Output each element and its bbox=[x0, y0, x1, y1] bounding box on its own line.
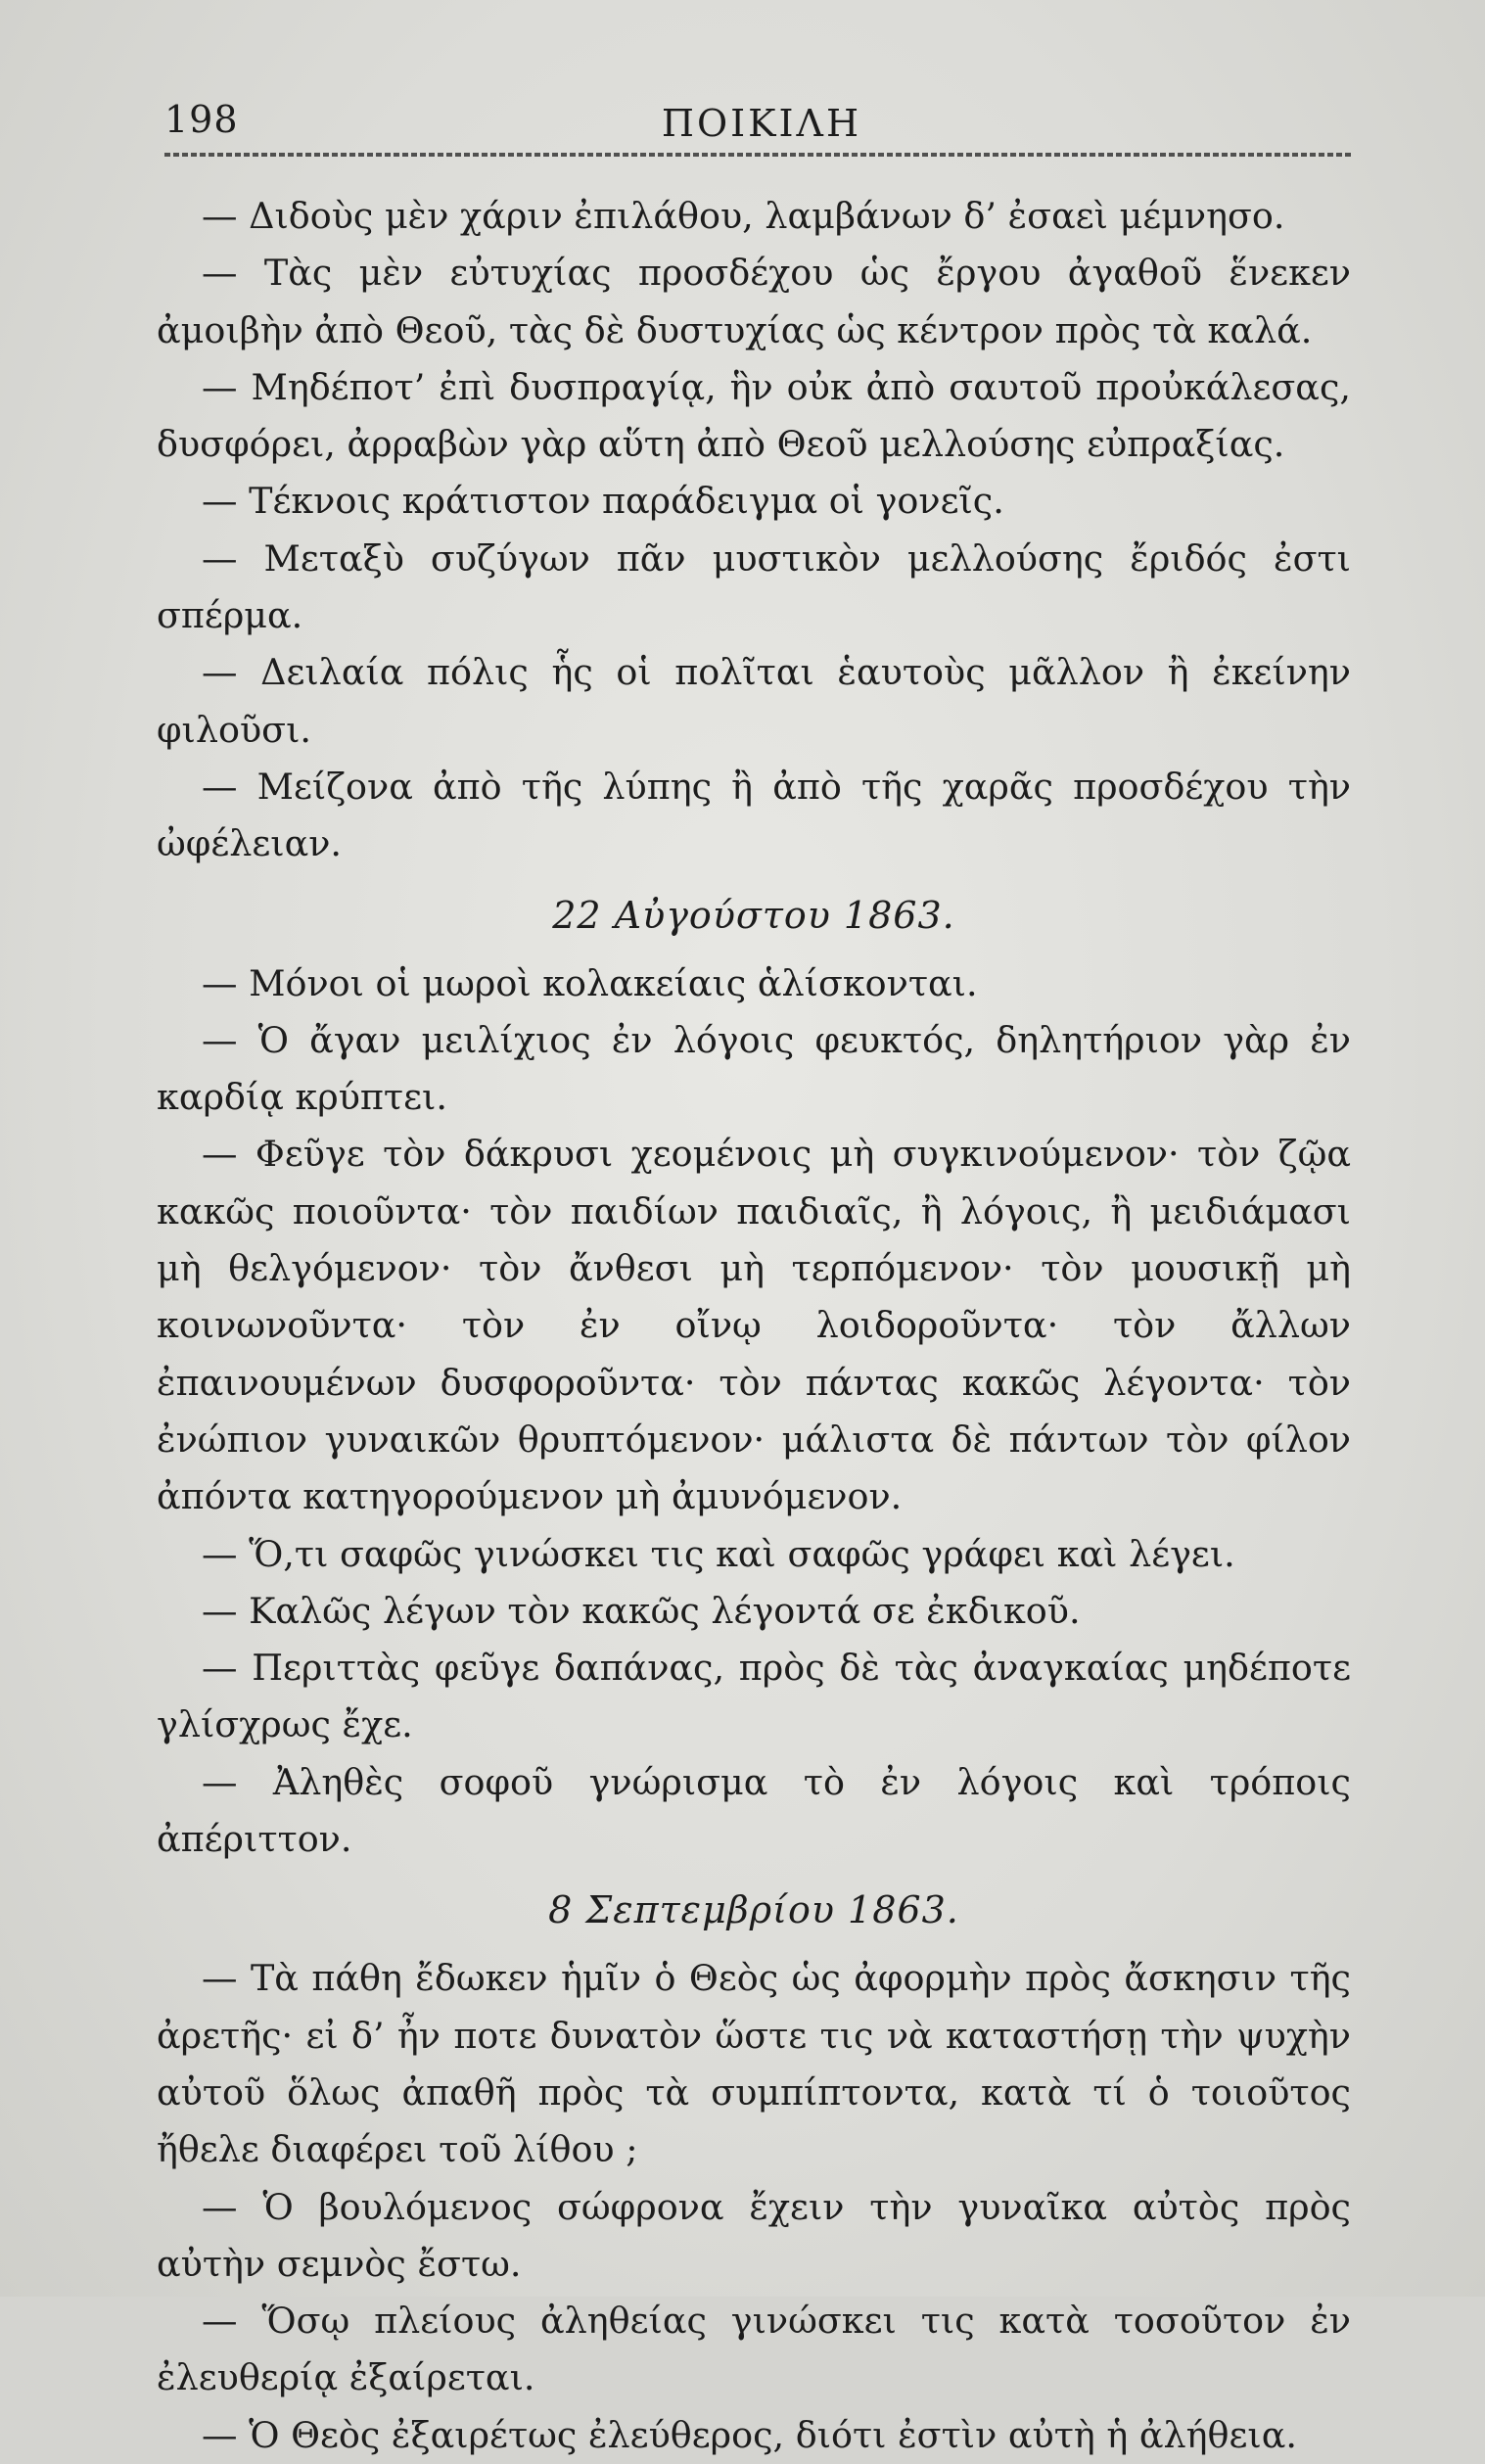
maxim-paragraph: — Διδοὺς μὲν χάριν ἐπιλάθου, λαμβάνων δ’ ἐσαεὶ μέμνησο. bbox=[202, 195, 1285, 237]
page-header bbox=[164, 96, 1359, 151]
maxim-paragraph: — Ὅ,τι σαφῶς γινώσκει τις καὶ σαφῶς γράφει καὶ λέγει. bbox=[202, 1532, 1235, 1575]
maxim-paragraph: — Τὰ πάθη ἔδωκεν ἡμῖν ὁ Θεὸς ὡς ἀφορμὴν πρὸς ἄσκησιν τῆς ἀρετῆς· εἰ δ’ ἦν ποτε δυνατὸν ὥστε τις νὰ καταστήσῃ τὴν ψυχὴν αὐτοῦ ὅλως ἀπαθῆ πρὸς τὰ συμπίπτοντα, κατὰ τί ὁ τοιοῦτος ἤθελε διαφέρει τοῦ λίθου ; bbox=[157, 1957, 1351, 2171]
maxim-paragraph: — Ὁ ἄγαν μειλίχιος ἐν λόγοις φευκτός, δηλητήριον γὰρ ἐν καρδίᾳ κρύπτει. bbox=[157, 1018, 1351, 1119]
maxim-paragraph: — Ὁ βουλόμενος σώφρονα ἔχειν τὴν γυναῖκα αὐτὸς πρὸς αὐτὴν σεμνὸς ἔστω. bbox=[157, 2185, 1351, 2285]
page-number: 198 bbox=[164, 98, 239, 141]
maxim-paragraph: — Μηδέποτ’ ἐπὶ δυσπραγίᾳ, ἣν οὐκ ἀπὸ σαυτοῦ προὐκάλεσας, δυσφόρει, ἀρραβὼν γὰρ αὕτη ἀπὸ Θεοῦ μελλούσης εὐπραξίας. bbox=[157, 365, 1351, 466]
maxim-paragraph: — Φεῦγε τὸν δάκρυσι χεομένοις μὴ συγκινούμενον· τὸν ζῷα κακῶς ποιοῦντα· τὸν παιδίων παιδιαῖς, ἢ λόγοις, ἢ μειδιάμασι μὴ θελγόμενον· τὸν ἄνθεσι μὴ τερπόμενον· τὸν μουσικῇ μὴ κοινωνοῦντα· τὸν ἐν οἴνῳ λοιδοροῦντα· τὸν ἄλλων ἐπαινουμένων δυσφοροῦντα· τὸν πάντας κακῶς λέγοντα· τὸν ἐνώπιον γυναικῶν θρυπτόμενον· μάλιστα δὲ πάντων τὸν φίλον ἀπόντα κατηγορούμενον μὴ ἀμυνόμενον. bbox=[157, 1133, 1351, 1518]
maxim-paragraph: — Δειλαία πόλις ἧς οἱ πολῖται ἑαυτοὺς μᾶλλον ἢ ἐκείνην φιλοῦσι. bbox=[157, 651, 1351, 751]
maxim-paragraph: — Ὁ Θεὸς ἐξαιρέτως ἐλεύθερος, διότι ἐστὶν αὐτὴ ἡ ἀλήθεια. bbox=[202, 2413, 1297, 2456]
maxim-paragraph: — Μόνοι οἱ μωροὶ κολακείαις ἁλίσκονται. bbox=[202, 961, 978, 1004]
maxim-paragraph: — Περιττὰς φεῦγε δαπάνας, πρὸς δὲ τὰς ἀναγκαίας μηδέποτε γλίσχρως ἔχε. bbox=[157, 1647, 1351, 1746]
maxim-paragraph: — Καλῶς λέγων τὸν κακῶς λέγοντά σε ἐκδικοῦ. bbox=[202, 1589, 1081, 1632]
maxim-paragraph: — Τὰς μὲν εὐτυχίας προσδέχου ὡς ἔργου ἀγαθοῦ ἕνεκεν ἀμοιβὴν ἀπὸ Θεοῦ, τὰς δὲ δυστυχίας ὡς κέντρον πρὸς τὰ καλά. bbox=[157, 252, 1351, 351]
maxim-paragraph: — Μείζονα ἀπὸ τῆς λύπης ἢ ἀπὸ τῆς χαρᾶς προσδέχου τὴν ὠφέλειαν. bbox=[157, 765, 1351, 865]
maxim-paragraph: — Ἀληθὲς σοφοῦ γνώρισμα τὸ ἐν λόγοις καὶ τρόποις ἀπέριττον. bbox=[157, 1760, 1351, 1861]
maxim-paragraph: — Τέκνοις κράτιστον παράδειγμα οἱ γονεῖς. bbox=[202, 480, 1004, 523]
header-rule bbox=[164, 153, 1354, 157]
body-text bbox=[157, 188, 1351, 2464]
date-heading: 22 Αὐγούστου 1863. bbox=[552, 893, 955, 937]
running-title: ΠΟΙΚΙΛΗ bbox=[661, 102, 862, 145]
maxim-paragraph: — Μεταξὺ συζύγων πᾶν μυστικὸν μελλούσης ἔριδός ἐστι σπέρμα. bbox=[157, 536, 1351, 637]
date-heading: 8 Σεπτεμβρίου 1863. bbox=[548, 1888, 959, 1932]
maxim-paragraph: — Ὅσῳ πλείους ἀληθείας γινώσκει τις κατὰ τοσοῦτον ἐν ἐλευθερίᾳ ἐξαίρεται. bbox=[157, 2300, 1351, 2399]
